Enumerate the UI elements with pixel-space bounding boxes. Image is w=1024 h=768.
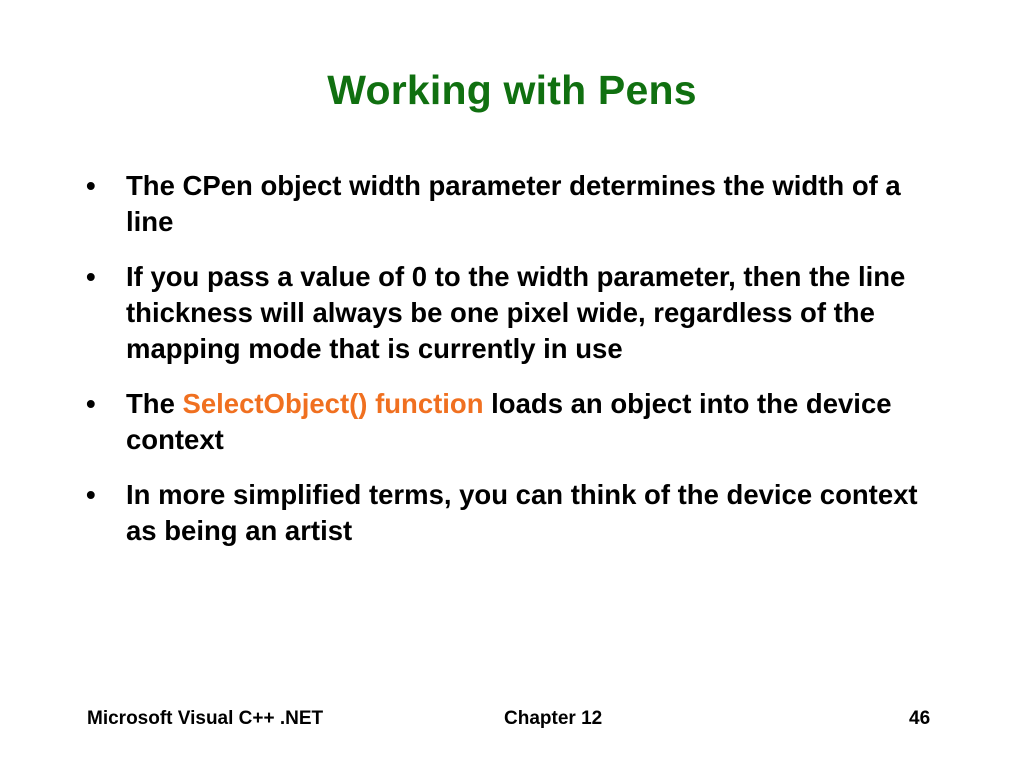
bullet-list [86, 168, 936, 568]
highlighted-term: SelectObject() function [182, 388, 484, 419]
footer-chapter: Chapter 12 [504, 708, 603, 729]
bullet-item [86, 386, 936, 458]
bullet-icon: • [86, 479, 96, 510]
bullet-text: The CPen object width parameter determines the width of a line [126, 170, 901, 237]
footer-course-name: Microsoft Visual C++ .NET [87, 708, 324, 729]
bullet-item [86, 477, 936, 549]
bullet-item [86, 168, 936, 240]
footer-page-number: 46 [909, 708, 931, 729]
bullet-text: If you pass a value of 0 to the width parameter, then the line thickness will always be one pixel wide, regardless of the mapping mode that is currently in use [126, 261, 906, 364]
bullet-text-before: The [126, 388, 183, 419]
bullet-item [86, 259, 936, 367]
bullet-icon: • [86, 261, 96, 292]
bullet-text-after: loads an object into the device context [126, 388, 892, 455]
bullet-text: In more simplified terms, you can think of the device context as being an artist [126, 479, 918, 546]
bullet-icon: • [86, 170, 96, 201]
slide-title: Working with Pens [327, 67, 697, 113]
bullet-icon: • [86, 388, 96, 419]
